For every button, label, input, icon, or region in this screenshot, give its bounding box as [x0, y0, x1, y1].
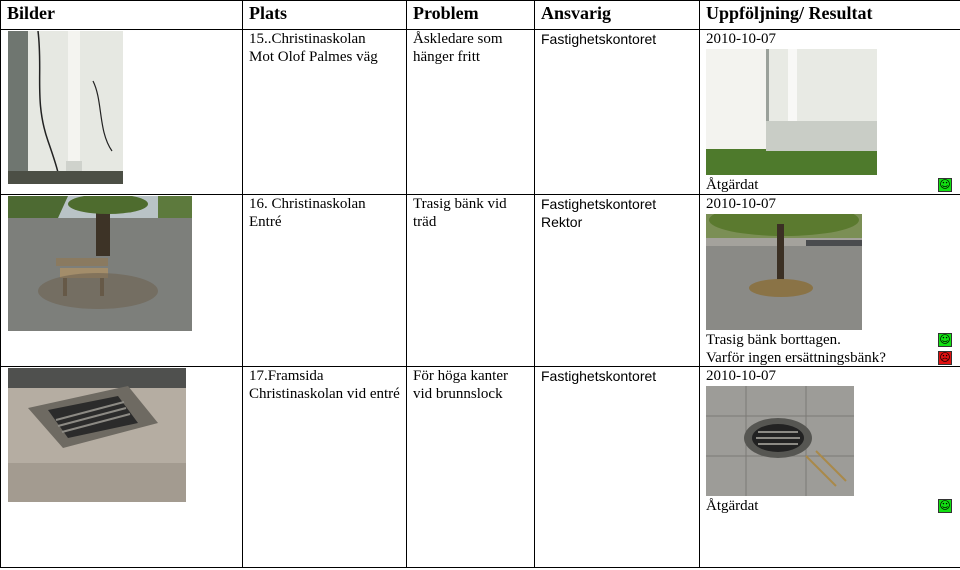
followup-cell — [700, 367, 960, 568]
place-line1: 16. Christinaskolan — [249, 196, 366, 212]
place-cell — [243, 367, 407, 568]
place-cell — [243, 30, 407, 195]
followup-date: 2010-10-07 — [706, 196, 776, 212]
status-text: Varför ingen ersättningsbänk? — [706, 350, 886, 366]
photo-drain-fixed — [706, 386, 854, 496]
status-line — [706, 176, 952, 194]
photo-wall-fixed — [706, 49, 877, 175]
problem-text: Trasig bänk vid träd — [413, 196, 507, 230]
status-text: Åtgärdat — [706, 177, 759, 193]
responsible-line1: Fastighetskontoret — [541, 196, 657, 212]
header-followup: Uppföljning/ Resultat — [700, 1, 960, 30]
followup-date: 2010-10-07 — [706, 31, 776, 47]
followup-date: 2010-10-07 — [706, 368, 776, 384]
responsible-cell — [535, 30, 700, 195]
smiley-happy-icon: ☺ — [939, 333, 951, 346]
photo-broken-bench — [8, 196, 192, 331]
header-problem: Problem — [407, 1, 535, 30]
problem-cell — [407, 195, 535, 367]
images-cell — [1, 367, 243, 568]
place-cell — [243, 195, 407, 367]
images-cell — [1, 30, 243, 195]
place-line1: 17.Framsida — [249, 368, 324, 384]
status-text: Åtgärdat — [706, 498, 759, 514]
status-line — [706, 349, 952, 367]
responsible-cell — [535, 195, 700, 367]
responsible-cell — [535, 367, 700, 568]
status-line — [706, 497, 952, 515]
table-row — [1, 195, 960, 367]
header-responsible: Ansvarig — [535, 1, 700, 30]
responsible-line2: Rektor — [541, 214, 583, 230]
followup-cell — [700, 30, 960, 195]
followup-cell — [700, 195, 960, 367]
place-line2: Christinaskolan vid entré — [249, 386, 400, 402]
place-line2: Entré — [249, 214, 282, 230]
smiley-happy-icon: ☺ — [939, 178, 951, 191]
photo-wall-downpipe — [8, 31, 123, 184]
problem-cell — [407, 367, 535, 568]
header-row — [1, 1, 960, 30]
photo-drain-high-edges — [8, 368, 186, 502]
place-line2: Mot Olof Palmes väg — [249, 49, 378, 65]
problem-text: Åskledare som hänger fritt — [413, 31, 503, 65]
smiley-sad-icon: ☹ — [939, 351, 951, 364]
header-images: Bilder — [1, 1, 243, 30]
header-place: Plats — [243, 1, 407, 30]
table-row — [1, 30, 960, 195]
photo-tree-no-bench — [706, 214, 862, 330]
responsible-line1: Fastighetskontoret — [541, 31, 657, 47]
table-row — [1, 367, 960, 568]
problem-text: För höga kanter vid brunnslock — [413, 368, 508, 402]
problem-cell — [407, 30, 535, 195]
images-cell — [1, 195, 243, 367]
responsible-line1: Fastighetskontoret — [541, 368, 657, 384]
status-text: Trasig bänk borttagen. — [706, 332, 841, 348]
status-line — [706, 331, 952, 349]
smiley-happy-icon: ☺ — [939, 499, 951, 512]
place-line1: 15..Christinaskolan — [249, 31, 366, 47]
